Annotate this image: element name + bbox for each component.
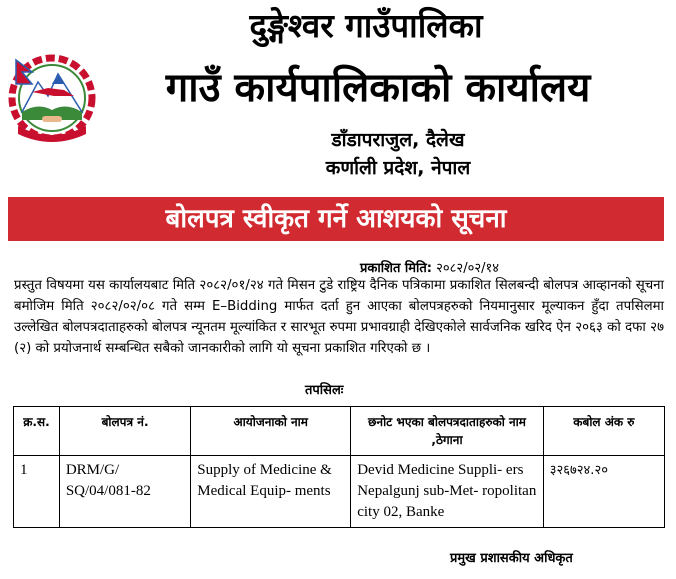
office-location: डाँडापराजुल, दैलेख bbox=[331, 129, 465, 151]
published-date-value: २०८२/०२/१४ bbox=[436, 261, 499, 276]
col-serial: क्र.स. bbox=[14, 407, 60, 456]
cell-bid-amount: ३२६७२४.२० bbox=[543, 456, 664, 528]
bid-results-table bbox=[13, 406, 665, 528]
signatory-title: प्रमुख प्रशासकीय अधिकृत bbox=[450, 551, 573, 566]
municipality-name: दुङ्गेश्वर गाउँपालिका bbox=[249, 6, 483, 45]
office-title: गाउँ कार्यपालिकाको कार्यालय bbox=[165, 65, 591, 111]
col-bid-number: बोलपत्र नं. bbox=[59, 407, 190, 456]
details-heading: तपसिलः bbox=[305, 383, 344, 398]
cell-serial: 1 bbox=[14, 456, 60, 528]
published-date bbox=[360, 258, 499, 276]
col-project-name: आयोजनाको नाम bbox=[191, 407, 351, 456]
cell-bid-number: DRM/G/ SQ/04/081-82 bbox=[59, 456, 190, 528]
table-row bbox=[14, 456, 665, 528]
cell-project-name: Supply of Medicine & Medical Equip- ments bbox=[191, 456, 351, 528]
published-label: प्रकाशित मिति: bbox=[360, 261, 433, 276]
cell-bidder: Devid Medicine Suppli- ers Nepalgunj sub-Met- ropolitan city 02, Banke bbox=[351, 456, 544, 528]
table-header-row bbox=[14, 407, 665, 456]
col-bid-amount: कबोल अंक रु bbox=[543, 407, 664, 456]
notice-title-banner: बोलपत्र स्वीकृत गर्ने आशयको सूचना bbox=[8, 197, 664, 241]
notice-body-paragraph: प्रस्तुत विषयमा यस कार्यालयबाट मिति २०८२/०१/२४ गते मिसन टुडे राष्ट्रिय दैनिक पत्रिकामा प्रकाशित सिलबन्दी बोलपत्र आव्हानको सूचना बमोजिम मिति २०८२/०२/०८ गते सम्म E–Bidding मार्फत दर्ता हुन आएका बोलपत्रहरुको नियमानुसार मूल्याकन हुँदा तपसिलमा उल्लेखित बोलपत्रदाताहरुको बोलपत्र न्यूनतम मूल्यांकित र सारभूत रुपमा प्रभावग्राही देखिएकोले सार्वजनिक खरिद ऐन २०६३ को दफा २७ (२) को प्रयोजनार्थ सम्बन्धित सबैको जानकारीको लागि यो सूचना प्रकाशित गरिएको छ । bbox=[14, 278, 664, 356]
col-bidder-name-address: छनोट भएका बोलपत्रदाताहरुको नाम ,ठेगाना bbox=[351, 407, 544, 456]
province-name: कर्णाली प्रदेश, नेपाल bbox=[325, 157, 471, 179]
